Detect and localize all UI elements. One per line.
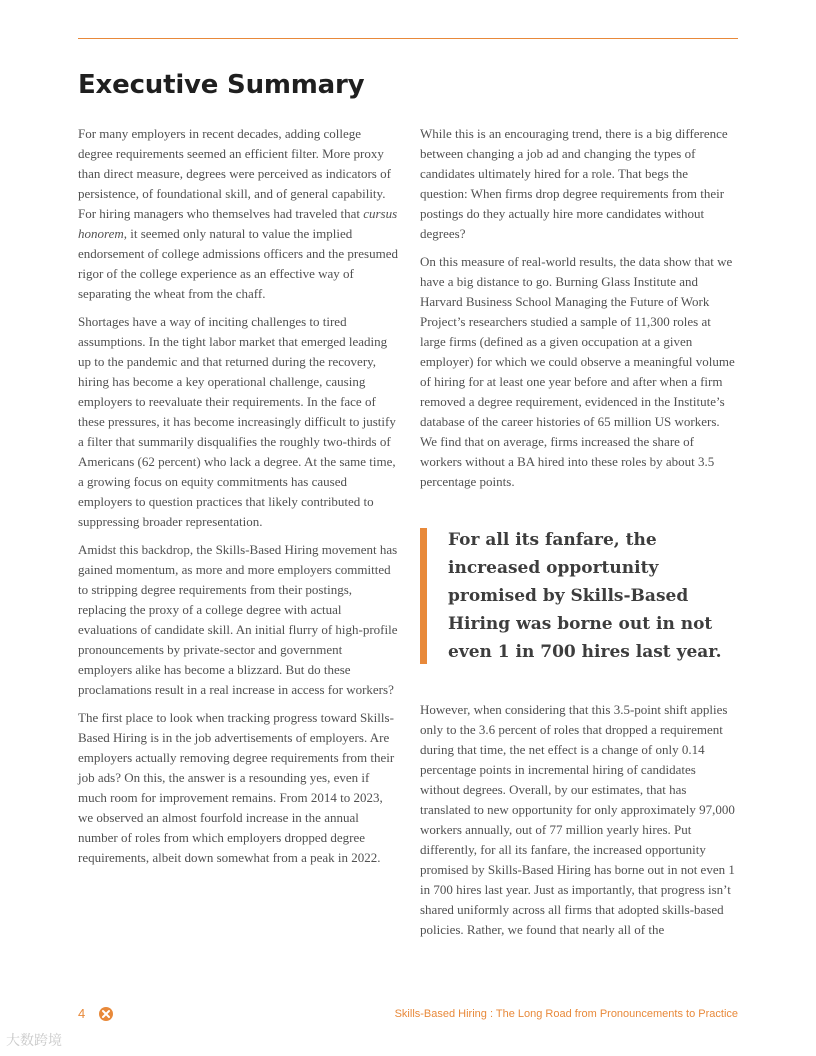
left-paragraph-4: The first place to look when tracking progress toward Skills-Based Hiring is in the job advertisements of employers. Are employers actually removing degree requirements from their job ads? On this, the answer is a resounding yes, even if much room for improvement remains. From 2014 to 2023, we observed an almost fourfold increase in the annual number of roles from which employers dropped degree requirements, albeit down somewhat from a peak in 2022. — [78, 710, 395, 865]
left-paragraph-2: Shortages have a way of inciting challenges to tired assumptions. In the tight labor market that emerged leading up to the pandemic and that returned during the recovery, hiring has become a key operational challenge, causing employers to reevaluate their requirements. In the face of these pressures, it has become increasingly difficult to justify a filter that summarily disqualifies the roughly two-thirds of Americans (62 percent) who lack a degree. At the same time, a growing focus on equity commitments has caused employers to question practices that likely contributed to suppressing broader representation. — [78, 314, 396, 529]
right-paragraph-3: However, when considering that this 3.5-point shift applies only to the 3.6 percent of roles that dropped a requirement during that time, the net effect is a change of only 0.14 percentage points in incremental hiring of candidates without degrees. Overall, by our estimates, that has translated to new opportunity for only approximately 97,000 workers annually, out of 77 million yearly hires. Put differently, for all its fanfare, the increased opportunity promised by Skills-Based Hiring has borne out in not even 1 in 700 hires last year. Just as importantly, that progress isn’t shared uniformly across all firms that adopted skills-based policies. Rather, we found that nearly all of the — [420, 702, 735, 937]
right-paragraph-1: While this is an encouraging trend, there is a big difference between changing a job ad and changing the types of candidates ultimately hired for a role. That begs the question: When firms drop degree requirements from their postings do they actually hire more candidates without degrees? — [420, 126, 728, 241]
page-number: 4 — [78, 1006, 86, 1021]
watermark: 大数跨境 — [6, 1033, 62, 1049]
footer-document-title: Skills-Based Hiring : The Long Road from Pronouncements to Practice — [394, 1008, 738, 1020]
pull-quote-text: For all its fanfare, the increased opportunity promised by Skills-Based Hiring was borne out in not even 1 in 700 hires last year. — [448, 530, 722, 662]
page-title: Executive Summary — [78, 70, 365, 100]
burning-glass-logo-icon — [98, 1006, 114, 1022]
pull-quote — [420, 526, 738, 666]
latin-phrase: cursus honorem — [78, 206, 398, 241]
left-paragraph-3: Amidst this backdrop, the Skills-Based Hiring movement has gained momentum, as more and more employers committed to stripping degree requirements from their postings, replacing the proxy of a college degree with actual evaluations of candidate skill. An initial flurry of high-profile pronouncements by private-sector and government employers alike has become a blizzard. But do these proclamations result in a real increase in access for workers? — [78, 542, 398, 697]
left-column — [78, 124, 398, 876]
right-paragraph-2: On this measure of real-world results, the data show that we have a big distance to go. Burning Glass Institute and Harvard Business School Managing the Future of Work Project’s researchers studied a sample of 11,300 roles at large firms (defined as a given occupation at a given employer) for which we could observe a meaningful volume of hiring for at least one year before and after when a firm removed a degree requirement, evidenced in the Institute’s database of the career histories of 65 million US workers. We find that on average, firms increased the share of workers without a BA hired into these roles by about 3.5 percentage points. — [420, 254, 735, 489]
top-rule — [78, 38, 738, 39]
pull-quote-accent-bar — [420, 528, 427, 664]
left-paragraph-1: For many employers in recent decades, adding college degree requirements seemed an efficient filter. More proxy than direct measure, degrees were perceived as indicators of persistence, of foundational skill, and of general capability. For hiring managers who themselves had traveled that cursus honorem, it seemed only natural to value the implied endorsement of college admissions officers and the presumed rigor of the college experience as an effective way of separating the wheat from the chaff. — [78, 126, 398, 301]
right-column — [420, 124, 738, 948]
